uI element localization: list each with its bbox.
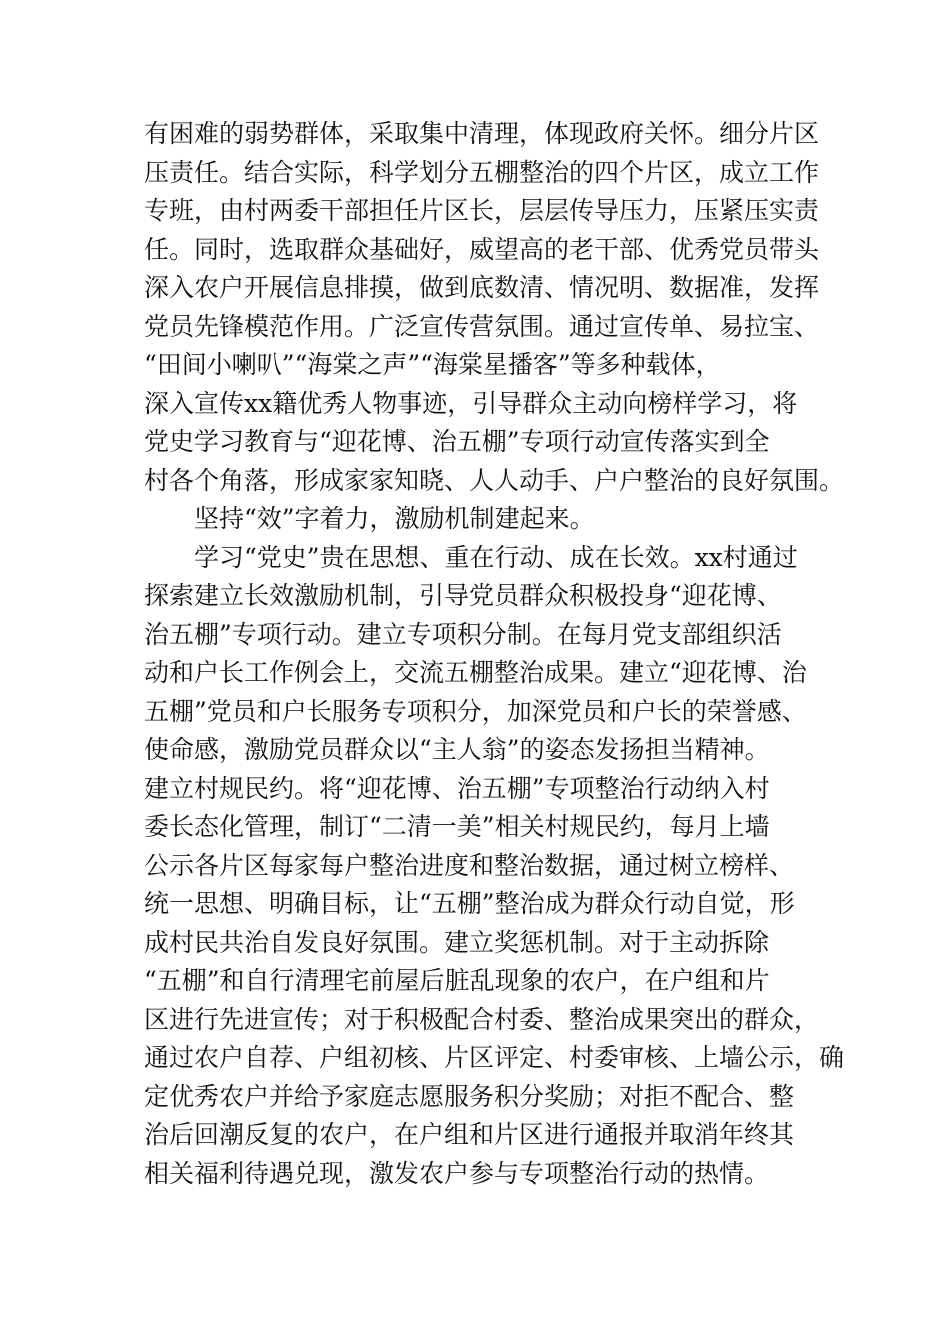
text-line: 专班，由村两委干部担任片区长，层层传导压力，压紧压实责	[144, 196, 820, 225]
text-line: 党史学习教育与“迎花博、治五棚”专项行动宣传落实到全	[144, 427, 770, 456]
text-line: 探索建立长效激励机制，引导党员群众积极投身“迎花博、	[144, 581, 782, 610]
paragraph-continued	[144, 115, 845, 500]
text-line: 区进行先进宣传；对于积极配合村委、整治成果突出的群众，	[144, 1004, 820, 1034]
text-line: 成村民共治自发良好氛围。建立奖惩机制。对于主动拆除	[144, 927, 770, 957]
section-heading-block	[144, 500, 834, 539]
text-line: 学习“党史”贵在思想、重在行动、成在长效。xx村通过	[194, 542, 798, 572]
text-line: 委长态化管理，制订“二清一美”相关村规民约，每月上墙	[144, 812, 770, 841]
text-line: 治五棚”专项行动。建立专项积分制。在每月党支部组织活	[144, 619, 782, 649]
paragraph-main	[144, 539, 845, 1194]
text-line: 深入农户开展信息排摸，做到底数清、情况明、数据准，发挥	[144, 273, 820, 302]
text-line: 有困难的弱势群体，采取集中清理，体现政府关怀。细分片区	[144, 119, 820, 148]
text-line: 五棚”党员和户长服务专项积分，加深党员和户长的荣誉感、	[144, 696, 807, 726]
text-line: 公示各片区每家每户整治进度和整治数据，通过树立榜样、	[144, 850, 795, 880]
text-line: 深入宣传xx籍优秀人物事迹，引导群众主动向榜样学习，将	[144, 388, 798, 418]
text-line: “田间小喇叭”“海棠之声”“海棠星播客”等多种载体，	[144, 350, 721, 379]
text-line: 定优秀农户并给予家庭志愿服务积分奖励；对拒不配合、整	[144, 1081, 795, 1111]
text-line: 统一思想、明确目标，让“五棚”整治成为群众行动自觉，形	[144, 889, 795, 918]
document-body	[144, 115, 845, 1193]
text-line: 相关福利待遇兑现，激发农户参与专项整治行动的热情。	[144, 1158, 770, 1188]
text-line: 村各个角落，形成家家知晓、人人动手、户户整治的良好氛围。	[144, 465, 845, 495]
text-line: 压责任。结合实际，科学划分五棚整治的四个片区，成立工作	[144, 157, 820, 187]
text-line: 动和户长工作例会上，交流五棚整治成果。建立“迎花博、治	[144, 658, 807, 687]
text-line: 党员先锋模范作用。广泛宣传营氛围。通过宣传单、易拉宝、	[144, 311, 820, 341]
text-line: 通过农户自荐、户组初核、片区评定、村委审核、上墙公示，确	[144, 1043, 845, 1072]
text-line: 使命感，激励党员群众以“主人翁”的姿态发扬担当精神。	[144, 735, 770, 764]
text-line: 建立村规民约。将“迎花博、治五棚”专项整治行动纳入村	[144, 773, 770, 803]
section-heading: 坚持“效”字着力，激励机制建起来。	[194, 504, 595, 533]
text-line: 治后回潮反复的农户，在户组和片区进行通报并取消年终其	[144, 1120, 795, 1149]
text-line: “五棚”和自行清理宅前屋后脏乱现象的农户，在户组和片	[144, 966, 770, 995]
text-line: 任。同时，选取群众基础好，威望高的老干部、优秀党员带头	[144, 234, 820, 264]
